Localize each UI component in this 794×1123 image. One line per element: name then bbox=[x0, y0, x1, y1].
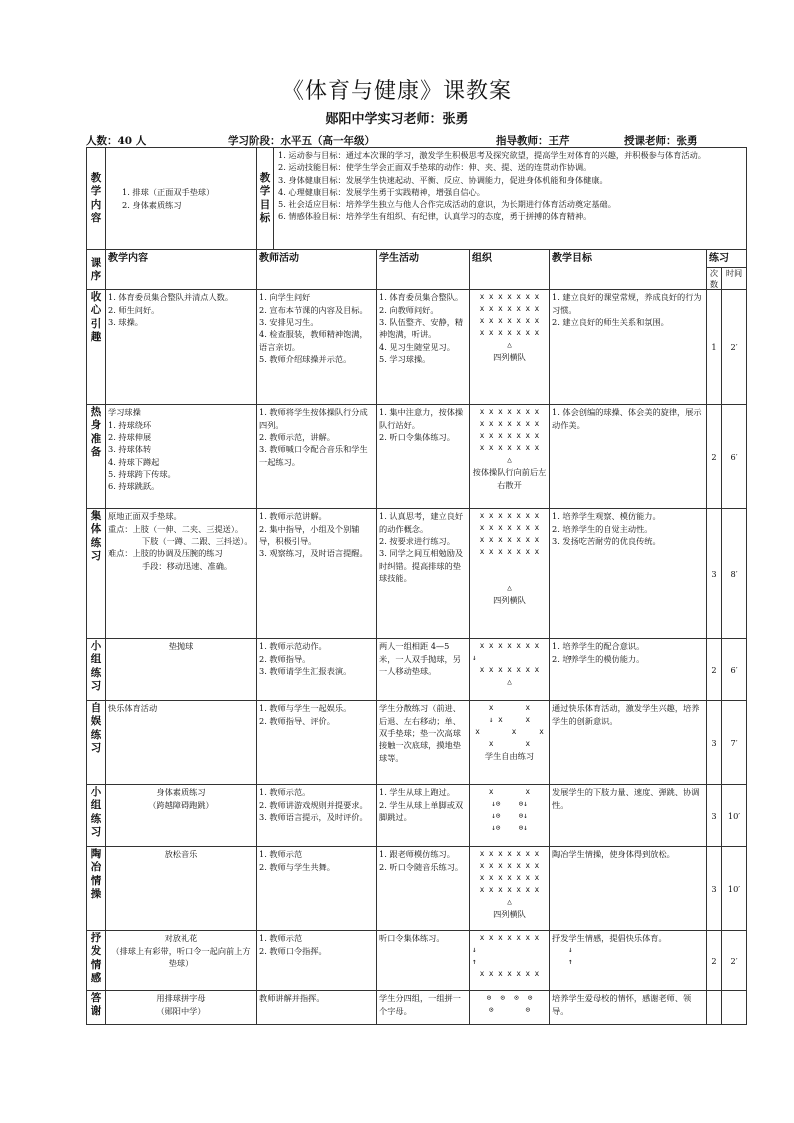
content-line: 下肢（一蹲、二跟、三抖送）。 bbox=[142, 535, 253, 546]
goal-line: 发展学生的下肢力量、速度、弹跳、协调性。 bbox=[552, 787, 700, 810]
times-cell: 2 bbox=[707, 639, 722, 701]
lesson-row bbox=[87, 639, 747, 701]
header-times: 次数 bbox=[707, 268, 722, 289]
content-cell bbox=[106, 405, 257, 509]
times-cell bbox=[707, 991, 722, 1025]
goal-line: 2. 建立良好的师生关系和氛围。 bbox=[552, 316, 669, 327]
goal-line: 2. 培养学生的模仿能力。 bbox=[552, 653, 645, 664]
org-line: △ bbox=[507, 677, 512, 687]
goals-cell bbox=[257, 148, 747, 250]
document-title: 《体育与健康》课教案 bbox=[281, 79, 512, 104]
content-line: 手段：移动迅速、准确。 bbox=[142, 560, 233, 571]
goal-line: 1. 建立良好的课堂常规，养成良好的行为习惯。 bbox=[552, 292, 702, 315]
org-line bbox=[472, 570, 547, 582]
org-line: x x x x x x x bbox=[479, 443, 540, 453]
student-cell bbox=[377, 405, 470, 509]
time-cell: 6′ bbox=[722, 639, 747, 701]
time-cell: 2′ bbox=[722, 290, 747, 405]
row-label: 热 身 准 备 bbox=[87, 405, 106, 509]
teacher-line: 3. 安排见习生。 bbox=[259, 316, 319, 327]
teacher-cell bbox=[257, 785, 377, 847]
content-item: 2. 身体素质练习 bbox=[122, 199, 182, 210]
teacher-line: 2. 教师指导。 bbox=[259, 653, 311, 664]
goal-item: 5. 社会适应目标：培养学生独立与他人合作完成活动的意识，为长期进行体育活动奠定基础。 bbox=[278, 199, 616, 210]
goal-line: 1. 培养学生观察、模仿能力。 bbox=[552, 511, 661, 522]
org-line: ↓⊙ ⊙↓ bbox=[491, 811, 528, 821]
org-line: △ bbox=[507, 455, 512, 465]
teacher-line: 2. 教师与学生共舞。 bbox=[259, 861, 335, 872]
times-cell: 2 bbox=[707, 931, 722, 991]
org-line: x x x x x x x bbox=[479, 849, 540, 859]
goal-label: 教 学 目 标 bbox=[257, 148, 274, 249]
times-cell: 3 bbox=[707, 701, 722, 785]
row-label: 自 娱 练 习 bbox=[87, 701, 106, 785]
content-line: 1. 持球绕环 bbox=[108, 419, 152, 430]
student-line: 5. 学习球操。 bbox=[379, 353, 431, 364]
student-line: 2. 学生从球上单脚或双脚跳过。 bbox=[379, 799, 464, 822]
goals-list bbox=[274, 148, 746, 249]
content-line: 3. 球操。 bbox=[108, 316, 143, 327]
student-line: 2. 听口令随音乐练习。 bbox=[379, 861, 464, 872]
org-line: x x x x x x x bbox=[479, 328, 540, 338]
content-line: 难点：上肢的协调及压腕的练习 bbox=[108, 548, 223, 559]
content-line: 2. 师生问好。 bbox=[108, 304, 160, 315]
content-line: 4. 持球下蹲起 bbox=[108, 456, 160, 467]
teacher-line: 3. 教师语言提示，及时评价。 bbox=[259, 811, 368, 822]
teacher-line: 1. 教师将学生按体操队行分成四列。 bbox=[259, 407, 368, 430]
times-cell: 2 bbox=[707, 405, 722, 509]
teacher-line: 2. 教师指导、评价。 bbox=[259, 715, 335, 726]
goal-line: 2. 培养学生的自觉主动性。 bbox=[552, 523, 653, 534]
org-line: 四列横队 bbox=[493, 595, 526, 606]
top-section bbox=[87, 148, 747, 250]
lesson-row bbox=[87, 991, 747, 1025]
header-student: 学生活动 bbox=[377, 250, 470, 290]
goal-cell bbox=[550, 405, 707, 509]
content-line: 重点：上肢（一伸、二夹、三提送）。 bbox=[108, 523, 244, 534]
goal-line: 1. 体会创编的球操、体会美的旋律，展示动作美。 bbox=[552, 407, 702, 430]
teacher-cell bbox=[257, 509, 377, 639]
org-line: x x x x x x x bbox=[479, 523, 540, 533]
row-label: 集 体 练 习 bbox=[87, 509, 106, 639]
goal-cell bbox=[550, 931, 707, 991]
content-line: （排球上有彩带，听口令一起向前上方垫球） bbox=[111, 945, 251, 968]
content-cell bbox=[106, 931, 257, 991]
student-line: 两人一组相距 4—5 米，一人双手抛球，另一人移动垫球。 bbox=[379, 641, 461, 676]
org-line: x x x x x x x bbox=[479, 547, 540, 557]
content-cell bbox=[106, 785, 257, 847]
row-label: 答 谢 bbox=[87, 991, 106, 1025]
org-cell bbox=[470, 290, 550, 405]
org-line: ↑ ↑ bbox=[472, 957, 573, 967]
org-line: x x x x x x x bbox=[479, 419, 540, 429]
document-subtitle: 郧阳中学实习老师：张勇 bbox=[325, 112, 469, 127]
goal-line: 1. 培养学生的配合意识。 bbox=[552, 641, 645, 652]
org-line: x x x x x x x bbox=[479, 535, 540, 545]
student-line: 1. 认真思考，建立良好的动作概念。 bbox=[379, 511, 464, 534]
lesson-row bbox=[87, 785, 747, 847]
student-cell bbox=[377, 931, 470, 991]
teacher-line: 2. 教师示范，讲解。 bbox=[259, 431, 335, 442]
header-content: 教学内容 bbox=[106, 250, 257, 290]
time-cell bbox=[722, 991, 747, 1025]
teacher-line: 教师讲解并指挥。 bbox=[259, 993, 325, 1004]
time-cell: 10′ bbox=[722, 785, 747, 847]
goal-item: 6. 情感体验目标：培养学生有组织、有纪律，认真学习的态度，勇于拼搏的体育精神。 bbox=[278, 211, 592, 222]
info-stage: 学习阶段：水平五（高一年级） bbox=[228, 135, 375, 147]
teacher-cell bbox=[257, 639, 377, 701]
org-line: x x x x x x x bbox=[479, 641, 540, 651]
content-cell bbox=[106, 991, 257, 1025]
org-cell bbox=[470, 509, 550, 639]
time-cell: 2′ bbox=[722, 931, 747, 991]
lesson-row bbox=[87, 701, 747, 785]
lesson-row bbox=[87, 290, 747, 405]
content-line: 学习球操 bbox=[108, 407, 141, 418]
org-line: x x bbox=[488, 703, 531, 713]
header-teacher: 教师活动 bbox=[257, 250, 377, 290]
goal-item: 4. 心理健康目标：发展学生勇于实践精神，增强自信心。 bbox=[278, 186, 485, 197]
header-goal: 教学目标 bbox=[550, 250, 707, 290]
org-cell bbox=[470, 701, 550, 785]
student-line: 2. 向教师问好。 bbox=[379, 304, 439, 315]
goal-item: 2. 运动技能目标：使学生学会正面双手垫球的动作：伸、夹、提、送的连贯动作协调。 bbox=[278, 162, 592, 173]
teacher-line: 2. 集中指导，小组及个别辅导，积极引导。 bbox=[259, 523, 360, 546]
org-cell bbox=[470, 405, 550, 509]
org-line: x x x x x x x bbox=[479, 407, 540, 417]
student-cell bbox=[377, 509, 470, 639]
row-label: 陶 冶 情 操 bbox=[87, 847, 106, 931]
times-cell: 3 bbox=[707, 509, 722, 639]
time-cell: 10′ bbox=[722, 847, 747, 931]
org-line: x x x x x x x bbox=[479, 292, 540, 302]
student-line: 2. 按要求进行练习。 bbox=[379, 535, 455, 546]
lesson-row bbox=[87, 931, 747, 991]
time-cell: 8′ bbox=[722, 509, 747, 639]
content-cell bbox=[106, 639, 257, 701]
row-label: 收 心 引 趣 bbox=[87, 290, 106, 405]
org-line: x x x x x x x bbox=[479, 665, 540, 675]
org-line: x x x x x x x bbox=[479, 933, 540, 943]
org-line: x x x x x x x bbox=[479, 873, 540, 883]
org-line: ↓ ↓ bbox=[472, 945, 573, 955]
org-line: ⊙ ⊙ ⊙ ⊙ bbox=[486, 993, 533, 1003]
goal-cell bbox=[550, 991, 707, 1025]
goal-line: 抒发学生情感，提倡快乐体育。 bbox=[552, 933, 667, 944]
org-line: x x x x x x x bbox=[479, 316, 540, 326]
org-line: ↓⊙ ⊙↓ bbox=[491, 823, 528, 833]
org-line: 学生自由练习 bbox=[484, 751, 535, 762]
time-cell: 6′ bbox=[722, 405, 747, 509]
teacher-cell bbox=[257, 991, 377, 1025]
goal-cell bbox=[550, 639, 707, 701]
goal-line: 陶冶学生情操，使身体得到放松。 bbox=[552, 849, 675, 860]
header-row bbox=[87, 250, 747, 290]
content-label: 教 学 内 容 bbox=[87, 148, 106, 250]
student-line: 1. 体育委员集合整队。 bbox=[379, 292, 464, 303]
org-line: x x x x x x x bbox=[479, 304, 540, 314]
content-cell bbox=[106, 701, 257, 785]
info-line bbox=[86, 133, 746, 147]
student-line: 听口令集体练习。 bbox=[379, 933, 445, 944]
teacher-cell bbox=[257, 931, 377, 991]
goal-cell bbox=[550, 847, 707, 931]
student-cell bbox=[377, 847, 470, 931]
time-cell: 7′ bbox=[722, 701, 747, 785]
org-line bbox=[472, 558, 547, 570]
student-line: 3. 同学之间互相勉励及时纠错。提高排球的垫球技能。 bbox=[379, 548, 464, 583]
content-line: （跨越障碍跑跳） bbox=[148, 799, 214, 810]
student-line: 4. 见习生随堂见习。 bbox=[379, 341, 455, 352]
teacher-line: 1. 向学生问好 bbox=[259, 292, 311, 303]
info-guide: 指导教师：王芹 bbox=[496, 135, 570, 147]
org-line: 四列横队 bbox=[493, 909, 526, 920]
times-cell: 1 bbox=[707, 290, 722, 405]
student-line: 1. 学生从球上跑过。 bbox=[379, 787, 455, 798]
teacher-cell bbox=[257, 847, 377, 931]
student-cell bbox=[377, 701, 470, 785]
goal-cell bbox=[550, 290, 707, 405]
student-line: 1. 跟老师模仿练习。 bbox=[379, 849, 455, 860]
content-line: （郧阳中学） bbox=[156, 1005, 206, 1016]
org-line: 按体操队行向前后左右散开 bbox=[472, 467, 547, 490]
content-line: 6. 持球跳跃。 bbox=[108, 481, 160, 492]
org-line: ↓⊙ ⊙↓ bbox=[491, 799, 528, 809]
content-line: 身体素质练习 bbox=[156, 787, 206, 798]
org-line: x x x x x x x bbox=[479, 969, 540, 979]
goal-cell bbox=[550, 509, 707, 639]
row-label: 抒 发 情 感 bbox=[87, 931, 106, 991]
content-line: 3. 持球体转 bbox=[108, 444, 152, 455]
content-line: 对放礼花 bbox=[164, 933, 198, 944]
lesson-plan-table bbox=[86, 147, 747, 1025]
teacher-line: 3. 教师喊口令配合音乐和学生一起练习。 bbox=[259, 444, 368, 467]
header-practice-label: 练习 bbox=[707, 250, 746, 268]
row-label: 小 组 练 习 bbox=[87, 785, 106, 847]
org-line: △ bbox=[507, 897, 512, 907]
org-cell bbox=[470, 991, 550, 1025]
content-line: 5. 持球跨下传球。 bbox=[108, 468, 176, 479]
header-org: 组织 bbox=[470, 250, 550, 290]
org-line: ⊙ ⊙ bbox=[488, 1005, 531, 1015]
teacher-line: 1. 教师示范。 bbox=[259, 787, 311, 798]
student-cell bbox=[377, 639, 470, 701]
content-cell bbox=[106, 290, 257, 405]
student-line: 学生分散练习（前进、后退、左右移动；单、双手垫球；垫一次高球接触一次底球，摸地垫球等。 bbox=[379, 703, 461, 763]
org-line: x x x x x x x bbox=[479, 511, 540, 521]
goal-cell bbox=[550, 785, 707, 847]
content-line: 快乐体育活动 bbox=[108, 703, 158, 714]
goal-item: 3. 身体健康目标：发展学生快速起动、平衡、反应、协调能力，促进身体机能和身体健康。 bbox=[278, 174, 608, 185]
header-practice bbox=[707, 250, 747, 290]
org-cell bbox=[470, 931, 573, 991]
info-teacher: 授课老师：张勇 bbox=[624, 135, 698, 147]
org-line: △ bbox=[507, 340, 512, 350]
content-item: 1. 排球（正面双手垫球） bbox=[122, 187, 215, 198]
student-line: 3. 队伍整齐、安静，精神饱满，听讲。 bbox=[379, 316, 464, 340]
teacher-cell bbox=[257, 405, 377, 509]
lesson-row bbox=[87, 509, 747, 639]
content-line: 垫抛球 bbox=[168, 641, 194, 652]
lesson-row bbox=[87, 847, 747, 931]
lesson-row bbox=[87, 405, 747, 509]
goal-cell bbox=[550, 701, 707, 785]
teacher-line: 1. 教师与学生一起娱乐。 bbox=[259, 703, 352, 714]
org-cell bbox=[470, 639, 573, 701]
content-cell bbox=[106, 509, 257, 639]
teacher-cell bbox=[257, 701, 377, 785]
teacher-line: 3. 教师请学生汇报表演。 bbox=[259, 665, 352, 676]
org-line: x x x bbox=[475, 727, 544, 737]
goal-item: 1. 运动参与目标：通过本次课的学习，激发学生积极思考及探究欲望，提高学生对体育的兴趣，并积极参与体育活动。 bbox=[278, 150, 706, 160]
org-line: x x x x x x x bbox=[479, 885, 540, 895]
teacher-line: 1. 教师示范 bbox=[259, 849, 303, 860]
org-line: x x x x x x x bbox=[479, 861, 540, 871]
teacher-line: 1. 教师示范讲解。 bbox=[259, 511, 327, 522]
header-time: 时间 bbox=[725, 268, 743, 278]
teacher-line: 1. 教师示范 bbox=[259, 933, 303, 944]
student-line: 学生分四组，一组拼一个字母。 bbox=[379, 993, 461, 1016]
header-seq: 课 序 bbox=[87, 250, 106, 290]
teacher-line: 4. 检查服装，教师精神饱满，语言亲切。 bbox=[259, 329, 368, 352]
content-line: 用排球拼字母 bbox=[156, 993, 206, 1004]
student-line: 1. 集中注意力，按体操队行站好。 bbox=[379, 407, 464, 430]
content-line: 原地正面双手垫球。 bbox=[108, 511, 182, 522]
goal-line: 培养学生爱母校的情怀，感谢老师、领导。 bbox=[552, 993, 692, 1016]
teacher-line: 2. 教师讲游戏规则并提要求。 bbox=[259, 799, 368, 810]
org-line: ↓ x x bbox=[488, 715, 531, 725]
times-cell: 3 bbox=[707, 847, 722, 931]
teacher-line: 3. 观察练习，及时语言提醒。 bbox=[259, 548, 368, 559]
info-people: 人数：40 人 bbox=[86, 135, 147, 147]
org-line: ↓ ↑ bbox=[472, 653, 573, 663]
org-line: x x bbox=[488, 739, 531, 749]
org-line: △ bbox=[507, 583, 512, 593]
student-cell bbox=[377, 290, 470, 405]
org-line: x x x x x x x bbox=[479, 431, 540, 441]
org-line: 四列横队 bbox=[493, 352, 526, 363]
goal-line: 通过快乐体育活动，激发学生兴趣，培养学生的创新意识。 bbox=[552, 703, 700, 726]
student-cell bbox=[377, 785, 470, 847]
content-cell bbox=[106, 847, 257, 931]
student-cell bbox=[377, 991, 470, 1025]
org-line: x x bbox=[488, 787, 531, 797]
row-label: 小 组 练 习 bbox=[87, 639, 106, 701]
content-line: 放松音乐 bbox=[164, 849, 198, 860]
goal-line: 3. 发扬吃苦耐劳的优良传统。 bbox=[552, 535, 661, 546]
teacher-line: 5. 教师介绍球操并示范。 bbox=[259, 353, 352, 364]
teacher-line: 2. 教师口令指挥。 bbox=[259, 945, 327, 956]
org-cell bbox=[470, 785, 550, 847]
teacher-cell bbox=[257, 290, 377, 405]
teacher-line: 2. 宣布本节课的内容及目标。 bbox=[259, 304, 368, 315]
content-line: 2. 持球伸展 bbox=[108, 431, 152, 442]
content-cell bbox=[106, 148, 257, 250]
org-cell bbox=[470, 847, 550, 931]
content-line: 1. 体育委员集合整队并清点人数。 bbox=[108, 292, 234, 303]
times-cell: 3 bbox=[707, 785, 722, 847]
teacher-line: 1. 教师示范动作。 bbox=[259, 641, 327, 652]
student-line: 2. 听口令集体练习。 bbox=[379, 431, 455, 442]
